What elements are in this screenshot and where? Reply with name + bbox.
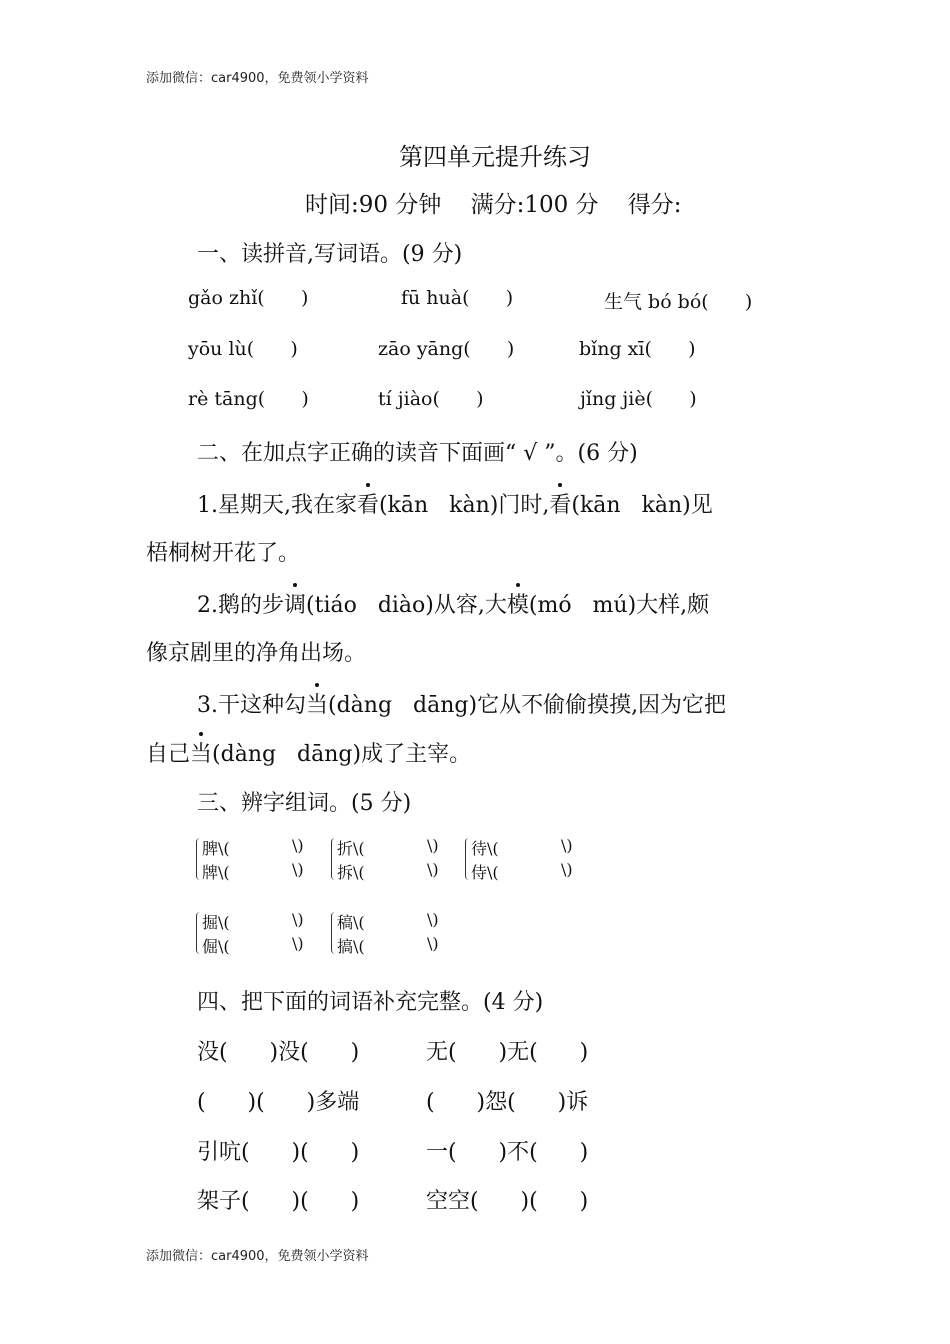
pinyin-item: yōu lù( ): [188, 338, 298, 360]
char-pair: 稿\( \) 搞\( \): [331, 910, 451, 958]
header-note: 添加微信：car4900，免费领小学资料: [146, 71, 369, 86]
idiom-item: 架子( )( ): [197, 1189, 360, 1214]
idiom-item: 空空( )( ): [426, 1189, 589, 1214]
pinyin-item: rè tāng( ): [188, 388, 309, 410]
idiom-item: ( )怨( )诉: [426, 1090, 589, 1115]
pinyin-item: tí jiào( ): [378, 388, 484, 410]
exam-meta: 时间:90 分钟 满分:100 分 得分:: [305, 192, 682, 218]
dotted-char: 看: [549, 488, 571, 519]
section-4-heading: 四、把下面的词语补充完整。(4 分): [197, 990, 544, 1015]
section-3-heading: 三、辨字组词。(5 分): [197, 791, 412, 816]
dotted-char: 当: [190, 737, 212, 768]
pinyin-item: 生气 bó bó( ): [604, 291, 753, 313]
page-title: 第四单元提升练习: [399, 143, 591, 171]
question-3-line-1: 3.干这种勾当(dàng dāng)它从不偷偷摸摸,因为它把: [197, 688, 726, 719]
footer-note: 添加微信：car4900，免费领小学资料: [146, 1249, 369, 1264]
pinyin-item: zāo yāng( ): [378, 338, 515, 360]
idiom-item: 一( )不( ): [426, 1140, 589, 1165]
idiom-item: 引吭( )( ): [197, 1140, 360, 1165]
idiom-item: ( )( )多端: [197, 1090, 360, 1115]
char-pair: 掘\( \) 倔\( \): [196, 910, 316, 958]
dotted-char: 调: [284, 588, 306, 619]
char-pair: 待\( \) 侍\( \): [465, 836, 585, 884]
pinyin-item: fū huà( ): [401, 287, 514, 309]
dotted-char: 模: [507, 588, 529, 619]
question-1-line-2: 梧桐树开花了。: [146, 541, 301, 566]
section-2-heading: 二、在加点字正确的读音下面画“ √ ”。(6 分): [197, 441, 638, 466]
idiom-item: 无( )无( ): [426, 1040, 589, 1065]
char-pair: 折\( \) 拆\( \): [331, 836, 451, 884]
section-1-heading: 一、读拼音,写词语。(9 分): [197, 242, 463, 267]
pinyin-item: bǐng xī( ): [579, 338, 696, 360]
question-3-line-2: 自己当(dàng dāng)成了主宰。: [146, 737, 471, 768]
question-2-line-2: 像京剧里的净角出场。: [146, 641, 367, 666]
question-1-line-1: 1.星期天,我在家看(kān kàn)门时,看(kān kàn)见: [197, 488, 713, 519]
dotted-char: 当: [306, 688, 328, 719]
question-2-line-1: 2.鹅的步调(tiáo diào)从容,大模(mó mú)大样,颇: [197, 588, 709, 619]
dotted-char: 看: [357, 488, 379, 519]
char-pair: 脾\( \) 牌\( \): [196, 836, 316, 884]
idiom-item: 没( )没( ): [197, 1040, 360, 1065]
pinyin-item: gǎo zhǐ( ): [188, 287, 309, 309]
pinyin-item: jǐng jiè( ): [580, 388, 697, 410]
